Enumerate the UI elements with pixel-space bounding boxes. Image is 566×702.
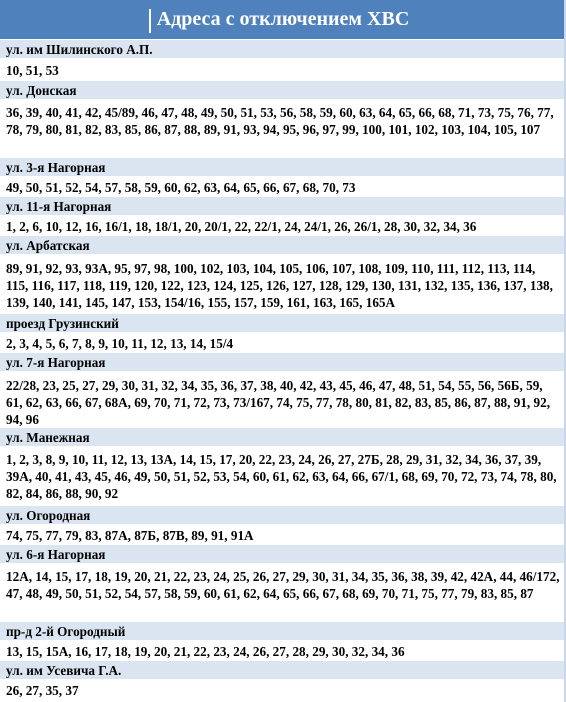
street-header: ул. Донская: [0, 81, 566, 100]
house-numbers: 22/28, 23, 25, 27, 29, 30, 31, 32, 34, 35, 36, 37, 38, 40, 42, 43, 45, 46, 47, 48, 51, 54, 55, 56, 56Б, 59, 61, 62, 63, 66, 67, 68А, 69, 70, 71, 72, 73, 73/167, 74, 75, 77, 78, 80, 81, 82, 83, 85, 86, 87, 88, 91, 92, 94, 96: [0, 372, 566, 428]
house-numbers: 10, 51, 53: [0, 59, 566, 81]
street-header: ул. Огородная: [0, 506, 566, 525]
house-numbers: 12А, 14, 15, 17, 18, 19, 20, 21, 22, 23, 24, 25, 26, 27, 29, 30, 31, 34, 35, 36, 38, 39, 42, 42А, 44, 46/172, 47, 48, 49, 50, 51, 52, 54, 57, 58, 59, 60, 61, 62, 64, 65, 66, 67, 68, 69, 70, 71, 75, 77, 79, 83, 85, 87: [0, 564, 566, 622]
street-header: ул. 3-я Нагорная: [0, 158, 566, 177]
street-header: ул. им Шилинского А.П.: [0, 40, 566, 59]
house-numbers: 89, 91, 92, 93, 93А, 95, 97, 98, 100, 102, 103, 104, 105, 106, 107, 108, 109, 110, 111, 112, 113, 114, 115, 116, 117, 118, 119, 120, 122, 123, 124, 125, 126, 127, 128, 129, 130, 131, 132, 135, 136, 137, 138, 139, 140, 141, 145, 147, 153, 154/16, 155, 157, 159, 161, 163, 165, 165А: [0, 255, 566, 314]
house-numbers: 13, 15, 15А, 16, 17, 18, 19, 20, 21, 22, 23, 24, 26, 27, 28, 29, 30, 32, 34, 36: [0, 641, 566, 661]
house-numbers: 74, 75, 77, 79, 83, 87А, 87Б, 87В, 89, 91, 91А: [0, 525, 566, 545]
house-numbers: 36, 39, 40, 41, 42, 45/89, 46, 47, 48, 49, 50, 51, 53, 56, 58, 59, 60, 63, 64, 65, 66, 68, 71, 73, 75, 76, 77, 78, 79, 80, 81, 82, 83, 85, 86, 87, 88, 89, 91, 93, 94, 95, 96, 97, 99, 100, 101, 102, 103, 104, 105, 107: [0, 100, 566, 158]
street-header: ул. им Усевича Г.А.: [0, 661, 566, 680]
house-numbers: 2, 3, 4, 5, 6, 7, 8, 9, 10, 11, 12, 13, 14, 15/4: [0, 333, 566, 353]
title-text: Адреса с отключением ХВС: [156, 8, 410, 30]
house-numbers: 26, 27, 35, 37: [0, 680, 566, 700]
street-header: пр-д 2-й Огородный: [0, 622, 566, 641]
street-header: ул. Манежная: [0, 428, 566, 447]
text-cursor: [149, 9, 151, 33]
page-title: [0, 0, 566, 40]
house-numbers: 49, 50, 51, 52, 54, 57, 58, 59, 60, 62, 63, 64, 65, 66, 67, 68, 70, 73: [0, 177, 566, 197]
house-numbers: 1, 2, 6, 10, 12, 16, 16/1, 18, 18/1, 20, 20/1, 22, 22/1, 24, 24/1, 26, 26/1, 28, 30, 32, 34, 36: [0, 216, 566, 236]
house-numbers: 1, 2, 3, 8, 9, 10, 11, 12, 13, 13А, 14, 15, 17, 20, 22, 23, 24, 26, 27, 27Б, 28, 29, 31, 32, 34, 36, 37, 39, 39А, 40, 41, 43, 45, 46, 49, 50, 51, 52, 53, 54, 60, 61, 62, 63, 64, 66, 67/1, 68, 69, 70, 72, 73, 74, 78, 80, 82, 84, 86, 88, 90, 92: [0, 447, 566, 506]
street-header: ул. 7-я Нагорная: [0, 353, 566, 372]
street-header: проезд Грузинский: [0, 314, 566, 333]
street-header: ул. 6-я Нагорная: [0, 545, 566, 564]
street-header: ул. 11-я Нагорная: [0, 197, 566, 216]
street-header: ул. Арбатская: [0, 236, 566, 255]
